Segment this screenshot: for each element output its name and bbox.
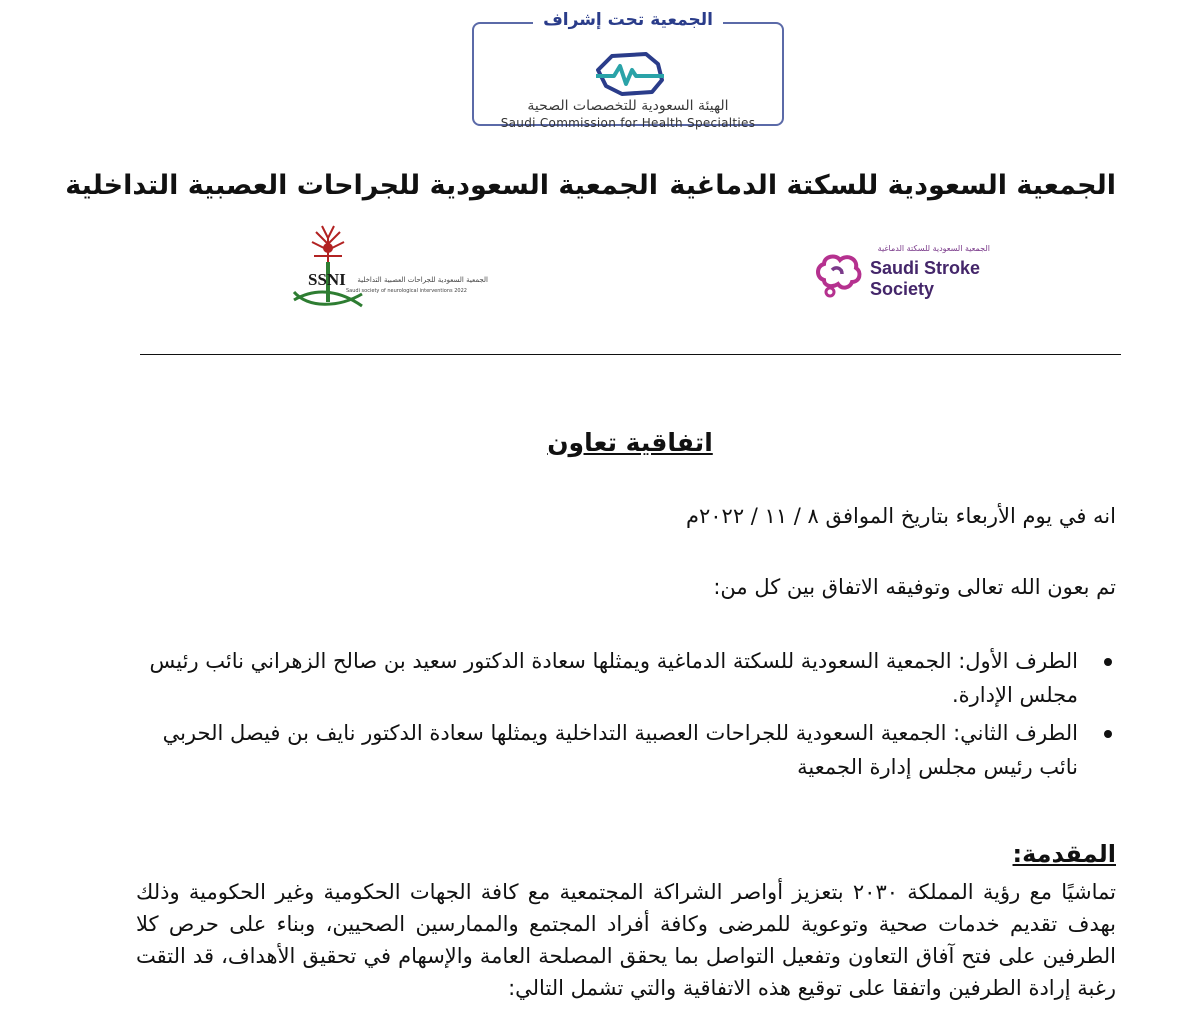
stroke-logo-arabic: الجمعية السعودية للسكتة الدماغية	[877, 244, 990, 253]
ssni-acronym: SSNI	[308, 270, 346, 289]
introduction-body: تماشيًا مع رؤية المملكة ٢٠٣٠ بتعزيز أواصر الشراكة المجتمعية مع كافة الجهات الحكومية وغير الحكومية وذلك بهدف تقديم خدمات صحية وتوعوية للمرضى وكافة أفراد المجتمع والممارسين الصحيين، وبناء على حرص كلا الطرفين على فتح آفاق التعاون وتفعيل التواصل بما يحقق المصلحة العامة والإسهام في تحقيق الأهداف، قد التقت رغبة إرادة الطرفين واتفقا على توقيع هذه الاتفاقية والتي تشمل التالي:	[136, 880, 1116, 1000]
stroke-logo-english	[870, 258, 980, 300]
header-divider	[140, 354, 1121, 355]
bullet-icon	[1104, 730, 1112, 738]
ssni-logo-arabic: الجمعية السعودية للجراحات العصبية التداخلية	[357, 276, 488, 284]
stroke-logo-line2: Society	[870, 279, 935, 299]
stroke-society-heading: الجمعية السعودية للسكتة الدماغية	[669, 170, 1116, 201]
date-line: انه في يوم الأربعاء بتاريخ الموافق ٨ / ١١ / ٢٠٢٢م	[685, 504, 1116, 528]
neuro-society-heading: الجمعية السعودية للجراحات العصبية التداخلية	[65, 170, 658, 201]
party-second: الطرف الثاني: الجمعية السعودية للجراحات العصبية التداخلية ويمثلها سعادة الدكتور نايف بن فيصل الحربي نائب رئيس مجلس إدارة الجمعية	[162, 721, 1078, 779]
list-item	[136, 644, 1116, 712]
introduction-heading: المقدمة:	[1012, 840, 1116, 868]
saudi-map-heartbeat-icon	[592, 50, 668, 98]
list-item	[136, 716, 1116, 784]
intro-line: تم بعون الله تعالى وتوفيقه الاتفاق بين كل من:	[713, 575, 1116, 599]
neuro-society-logo	[288, 222, 488, 322]
bullet-icon	[1104, 658, 1112, 666]
parties-list	[136, 644, 1116, 788]
commission-logo	[472, 10, 784, 130]
stroke-logo-line1: Saudi Stroke	[870, 258, 981, 278]
commission-name-en: Saudi Commission for Health Specialties	[500, 116, 756, 130]
supervision-label: الجمعية تحت إشراف	[533, 10, 723, 30]
agreement-title: اتفاقية تعاون	[547, 428, 713, 457]
stroke-society-logo	[814, 244, 1014, 304]
ssni-logo-english: Saudi society of neurological interventions 2022	[346, 288, 467, 294]
brain-icon	[814, 250, 864, 298]
party-first: الطرف الأول: الجمعية السعودية للسكتة الدماغية ويمثلها سعادة الدكتور سعيد بن صالح الزهراني نائب رئيس مجلس الإدارة.	[149, 649, 1078, 707]
commission-name-ar: الهيئة السعودية للتخصصات الصحية	[527, 98, 729, 114]
